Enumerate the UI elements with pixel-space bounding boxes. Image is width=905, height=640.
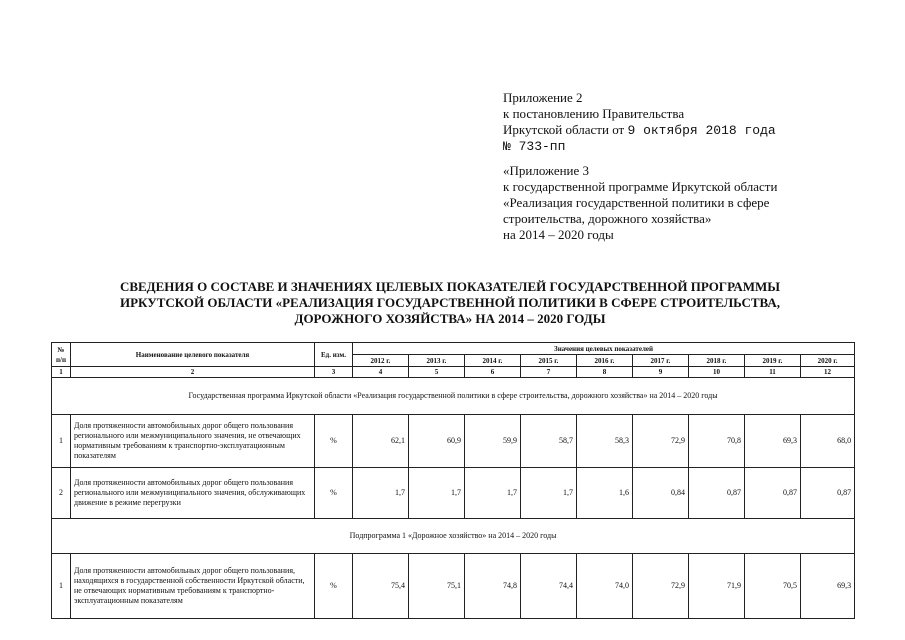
- value-cell: 68,0: [801, 415, 855, 468]
- value-cell: 0,87: [689, 468, 745, 519]
- table-row: [52, 415, 855, 468]
- value-cell: 0,87: [745, 468, 801, 519]
- row-num: 1: [52, 554, 71, 619]
- appendix-2-region: Иркутской области от: [503, 122, 625, 137]
- section-program-title: Государственная программа Иркутской области «Реализация государственной политики в сфере строительства, дорожного хозяйства» на 2014 – 2020 годы: [52, 378, 855, 415]
- section-row-subprogram: [52, 519, 855, 554]
- value-cell: 58,3: [577, 415, 633, 468]
- year-cell: 2013 г.: [409, 355, 465, 367]
- value-cell: 69,3: [745, 415, 801, 468]
- year-cell: 2016 г.: [577, 355, 633, 367]
- row-num: 1: [52, 415, 71, 468]
- title-line-2: ИРКУТСКОЙ ОБЛАСТИ «РЕАЛИЗАЦИЯ ГОСУДАРСТВЕННОЙ ПОЛИТИКИ В СФЕРЕ СТРОИТЕЛЬСТВА,: [119, 295, 780, 310]
- appendix-3-line-3: «Реализация государственной политики в сфере: [503, 195, 770, 210]
- row-unit: %: [315, 468, 353, 519]
- row-num: 2: [52, 468, 71, 519]
- header-unit: Ед. изм.: [315, 343, 353, 367]
- header-name: Наименование целевого показателя: [71, 343, 315, 367]
- title-line-1: СВЕДЕНИЯ О СОСТАВЕ И ЗНАЧЕНИЯХ ЦЕЛЕВЫХ ПОКАЗАТЕЛЕЙ ГОСУДАРСТВЕННОЙ ПРОГРАММЫ: [119, 279, 781, 294]
- index-cell: 5: [409, 367, 465, 378]
- value-cell: 0,87: [801, 468, 855, 519]
- table-header-row: [52, 343, 855, 355]
- year-cell: 2017 г.: [633, 355, 689, 367]
- value-cell: 72,9: [633, 415, 689, 468]
- index-cell: 3: [315, 367, 353, 378]
- value-cell: 69,3: [801, 554, 855, 619]
- value-cell: 58,7: [521, 415, 577, 468]
- date-stamp: 9 октября 2018 года: [627, 123, 776, 138]
- index-cell: 4: [353, 367, 409, 378]
- index-cell: 10: [689, 367, 745, 378]
- table-row: [52, 468, 855, 519]
- value-cell: 72,9: [633, 554, 689, 619]
- value-cell: 1,7: [409, 468, 465, 519]
- index-cell: 11: [745, 367, 801, 378]
- section-row-program: [52, 378, 855, 415]
- appendix-3-line-2: к государственной программе Иркутской области: [503, 179, 778, 194]
- row-indicator-name: Доля протяженности автомобильных дорог общего пользования регионального или межмуниципального значения, не отвечающих нормативным требованиям к транспортно-эксплуатационным показателям: [71, 415, 315, 468]
- row-indicator-name: Доля протяженности автомобильных дорог общего пользования регионального или межмуниципального значения, обслуживающих движение в режиме перегрузки: [71, 468, 315, 519]
- value-cell: 74,4: [521, 554, 577, 619]
- value-cell: 59,9: [465, 415, 521, 468]
- value-cell: 60,9: [409, 415, 465, 468]
- title-line-3: ДОРОЖНОГО ХОЗЯЙСТВА» НА 2014 – 2020 ГОДЫ: [294, 311, 606, 326]
- appendix-2-title: Приложение 2: [503, 90, 583, 105]
- row-unit: %: [315, 554, 353, 619]
- value-cell: 75,4: [353, 554, 409, 619]
- table-index-row: [52, 367, 855, 378]
- index-cell: 12: [801, 367, 855, 378]
- header-values: Значения целевых показателей: [353, 343, 855, 355]
- value-cell: 1,6: [577, 468, 633, 519]
- appendix-3-line-4: строительства, дорожного хозяйства»: [503, 211, 712, 226]
- index-cell: 2: [71, 367, 315, 378]
- year-cell: 2015 г.: [521, 355, 577, 367]
- value-cell: 70,8: [689, 415, 745, 468]
- value-cell: 1,7: [353, 468, 409, 519]
- index-cell: 6: [465, 367, 521, 378]
- year-cell: 2018 г.: [689, 355, 745, 367]
- appendix-2-resolution: к постановлению Правительства: [503, 106, 685, 121]
- indicators-table: [51, 342, 855, 619]
- document-title: [40, 279, 860, 327]
- value-cell: 62,1: [353, 415, 409, 468]
- year-cell: 2019 г.: [745, 355, 801, 367]
- appendix-3-line-5: на 2014 – 2020 годы: [503, 227, 614, 242]
- appendix-3-title: «Приложение 3: [503, 163, 590, 178]
- appendix-2-block: [503, 90, 776, 155]
- year-cell: 2020 г.: [801, 355, 855, 367]
- section-subprogram-title: Подпрограмма 1 «Дорожное хозяйство» на 2014 – 2020 годы: [52, 519, 855, 554]
- value-cell: 71,9: [689, 554, 745, 619]
- index-cell: 1: [52, 367, 71, 378]
- table-row: [52, 554, 855, 619]
- index-cell: 7: [521, 367, 577, 378]
- value-cell: 1,7: [465, 468, 521, 519]
- value-cell: 75,1: [409, 554, 465, 619]
- value-cell: 1,7: [521, 468, 577, 519]
- number-stamp: № 733-пп: [503, 139, 566, 154]
- year-cell: 2012 г.: [353, 355, 409, 367]
- value-cell: 74,0: [577, 554, 633, 619]
- value-cell: 74,8: [465, 554, 521, 619]
- index-cell: 8: [577, 367, 633, 378]
- row-indicator-name: Доля протяженности автомобильных дорог общего пользования, находящихся в государственной собственности Иркутской области, не отвечающих нормативным требованиям к транспортно-эксплуатационным показателям: [71, 554, 315, 619]
- appendix-2-date-line: [503, 122, 776, 139]
- appendix-3-block: [503, 163, 777, 243]
- value-cell: 70,5: [745, 554, 801, 619]
- year-cell: 2014 г.: [465, 355, 521, 367]
- index-cell: 9: [633, 367, 689, 378]
- value-cell: 0,84: [633, 468, 689, 519]
- header-num: № п/п: [52, 343, 71, 367]
- row-unit: %: [315, 415, 353, 468]
